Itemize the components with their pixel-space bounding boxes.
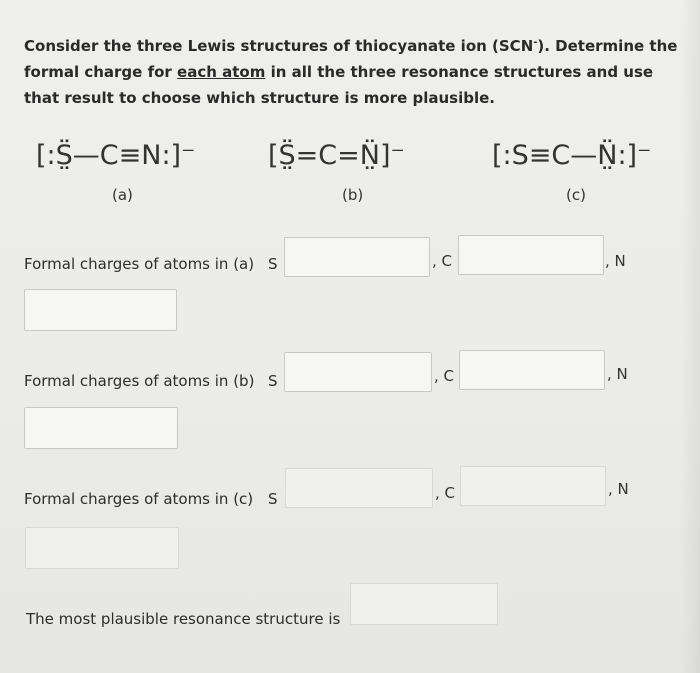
row-a-c-label: , C xyxy=(432,252,453,270)
row-a-s-label: S xyxy=(268,255,278,273)
row-c-c-label: , C xyxy=(435,484,456,502)
row-label-c: Formal charges of atoms in (c) xyxy=(24,490,254,508)
question-text xyxy=(24,30,689,111)
row-c-n-label: , N xyxy=(608,480,629,498)
row-c-s-input[interactable] xyxy=(285,468,433,508)
lewis-structure-c: [:S≡C—N̤̈:]⁻ xyxy=(492,140,652,171)
lewis-structure-b: [S̤̈=C=N̤̈]⁻ xyxy=(268,140,405,171)
row-b-c-input[interactable] xyxy=(459,350,605,390)
row-label-a: Formal charges of atoms in (a) xyxy=(24,255,255,273)
structure-label-c: (c) xyxy=(566,186,586,204)
final-label: The most plausible resonance structure is xyxy=(26,610,341,628)
row-a-n-input[interactable] xyxy=(24,289,177,331)
row-a-s-input[interactable] xyxy=(284,237,430,277)
row-c-n-input[interactable] xyxy=(25,527,179,569)
question-part1: Consider the three Lewis structures of thiocyanate ion (SCN xyxy=(24,37,534,55)
structure-label-b: (b) xyxy=(342,186,364,204)
row-a-c-input[interactable] xyxy=(458,235,604,275)
final-answer-input[interactable] xyxy=(350,583,498,625)
question-part2: ). Determine the formal charge for xyxy=(24,37,678,81)
row-c-s-label: S xyxy=(268,490,278,508)
row-b-c-label: , C xyxy=(434,367,455,385)
row-a-n-label: , N xyxy=(605,252,626,270)
photo-shading xyxy=(680,0,700,673)
question-superscript: - xyxy=(533,37,538,48)
question-part3: in all the three resonance structures and use that result to choose which structure is more plausible. xyxy=(24,63,654,107)
question-underlined: each atom xyxy=(177,63,266,81)
row-b-s-input[interactable] xyxy=(284,352,432,392)
lewis-structure-a: [:S̤̈—C≡N:]⁻ xyxy=(36,140,196,171)
row-b-n-label: , N xyxy=(607,365,628,383)
row-c-c-input[interactable] xyxy=(460,466,606,506)
structure-label-a: (a) xyxy=(112,186,133,204)
row-label-b: Formal charges of atoms in (b) xyxy=(24,372,255,390)
row-b-s-label: S xyxy=(268,372,278,390)
row-b-n-input[interactable] xyxy=(24,407,178,449)
